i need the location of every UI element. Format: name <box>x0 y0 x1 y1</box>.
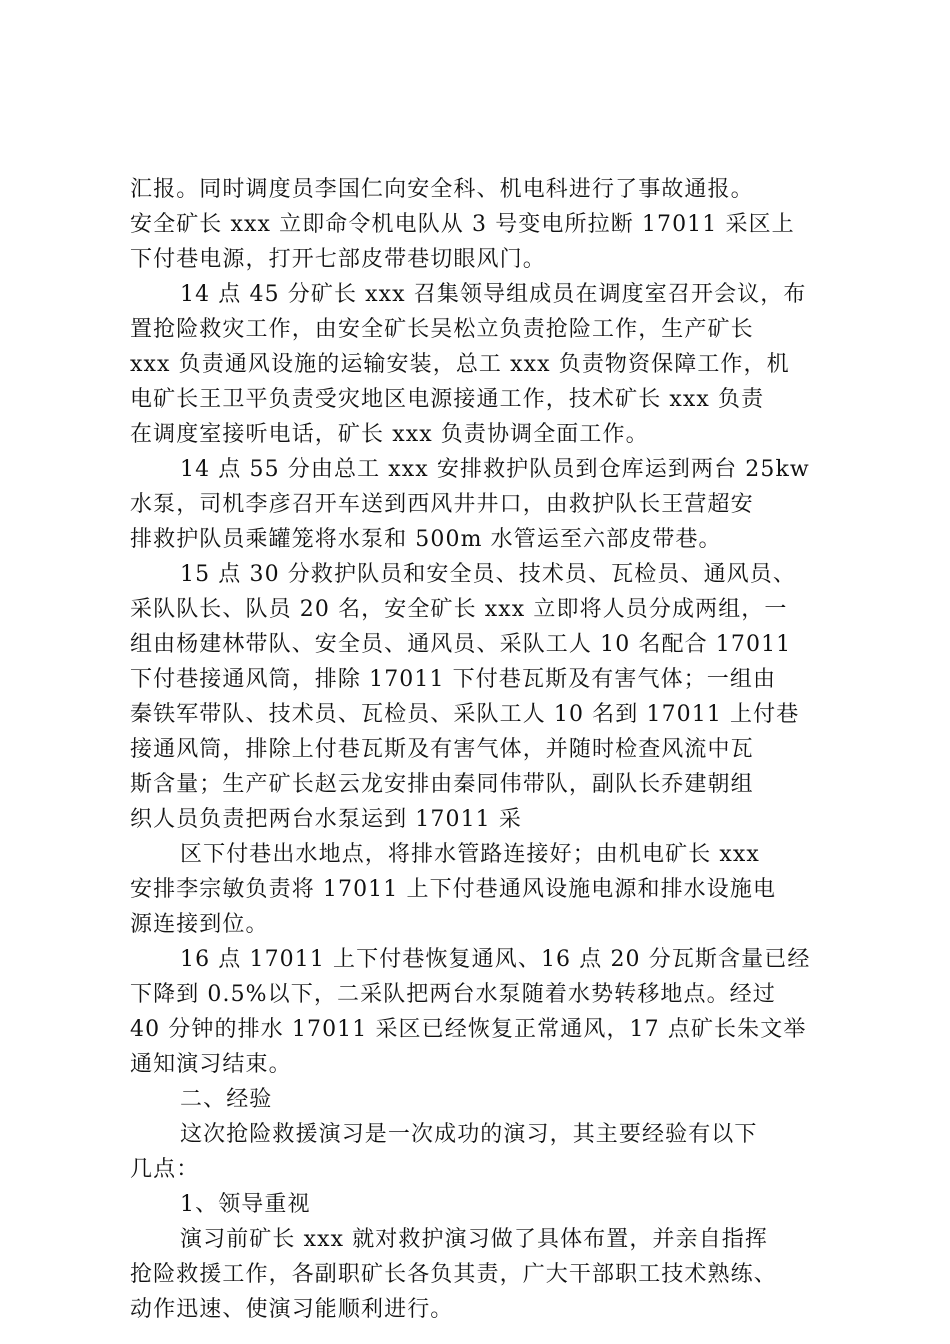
text-line: 源连接到位。 <box>130 912 269 937</box>
text-line: 斯含量；生产矿长赵云龙安排由秦同伟带队，副队长乔建朝组 <box>130 772 754 797</box>
text-line: 几点： <box>130 1157 200 1182</box>
text-line: 演习前矿长 xxx 就对救护演习做了具体布置，并亲自指挥 <box>180 1227 769 1252</box>
text-line: 下付巷电源，打开七部皮带巷切眼风门。 <box>130 247 546 272</box>
text-line: 16 点 17011 上下付巷恢复通风、16 点 20 分瓦斯含量已经 <box>180 947 811 972</box>
document-body <box>130 172 835 1327</box>
text-line: 通知演习结束。 <box>130 1052 292 1077</box>
text-line: 汇报。同时调度员李国仁向安全科、机电科进行了事故通报。 <box>130 177 754 202</box>
text-line: 在调度室接听电话，矿长 xxx 负责协调全面工作。 <box>130 422 649 447</box>
text-line: 40 分钟的排水 17011 采区已经恢复正常通风，17 点矿长朱文举 <box>130 1017 807 1042</box>
text-line: 14 点 45 分矿长 xxx 召集领导组成员在调度室召开会议，布 <box>180 282 807 307</box>
text-line: 接通风筒，排除上付巷瓦斯及有害气体，并随时检查风流中瓦 <box>130 737 754 762</box>
text-line: 织人员负责把两台水泵运到 17011 采 <box>130 807 522 832</box>
text-line: 动作迅速、使演习能顺利进行。 <box>130 1297 454 1322</box>
text-line: 安全矿长 xxx 立即命令机电队从 3 号变电所拉断 17011 采区上 <box>130 212 795 237</box>
text-line: 下付巷接通风筒，排除 17011 下付巷瓦斯及有害气体；一组由 <box>130 667 777 692</box>
text-line: 电矿长王卫平负责受灾地区电源接通工作，技术矿长 xxx 负责 <box>130 387 765 412</box>
text-line: 15 点 30 分救护队员和安全员、技术员、瓦检员、通风员、 <box>180 562 796 587</box>
text-line: 秦铁军带队、技术员、瓦检员、采队工人 10 名到 17011 上付巷 <box>130 702 800 727</box>
text-line: 置抢险救灾工作，由安全矿长吴松立负责抢险工作，生产矿长 <box>130 317 754 342</box>
text-line: 这次抢险救援演习是一次成功的演习，其主要经验有以下 <box>180 1122 758 1147</box>
text-line: 1、领导重视 <box>180 1192 311 1217</box>
text-line: 组由杨建林带队、安全员、通风员、采队工人 10 名配合 17011 <box>130 632 792 657</box>
text-line: 下降到 0.5%以下，二采队把两台水泵随着水势转移地点。经过 <box>130 982 776 1007</box>
text-line: 抢险救援工作，各副职矿长各负其责，广大干部职工技术熟练、 <box>130 1262 777 1287</box>
text-line: 排救护队员乘罐笼将水泵和 500m 水管运至六部皮带巷。 <box>130 527 722 552</box>
text-line: xxx 负责通风设施的运输安装，总工 xxx 负责物资保障工作，机 <box>130 352 790 377</box>
text-line: 采队队长、队员 20 名，安全矿长 xxx 立即将人员分成两组，一 <box>130 597 788 622</box>
text-line: 安排李宗敏负责将 17011 上下付巷通风设施电源和排水设施电 <box>130 877 777 902</box>
text-line: 水泵，司机李彦召开车送到西风井井口，由救护队长王营超安 <box>130 492 754 517</box>
text-line: 区下付巷出水地点，将排水管路连接好；由机电矿长 xxx <box>180 842 760 867</box>
text-line: 二、经验 <box>180 1087 273 1112</box>
text-line: 14 点 55 分由总工 xxx 安排救护队员到仓库运到两台 25kw <box>180 457 810 482</box>
